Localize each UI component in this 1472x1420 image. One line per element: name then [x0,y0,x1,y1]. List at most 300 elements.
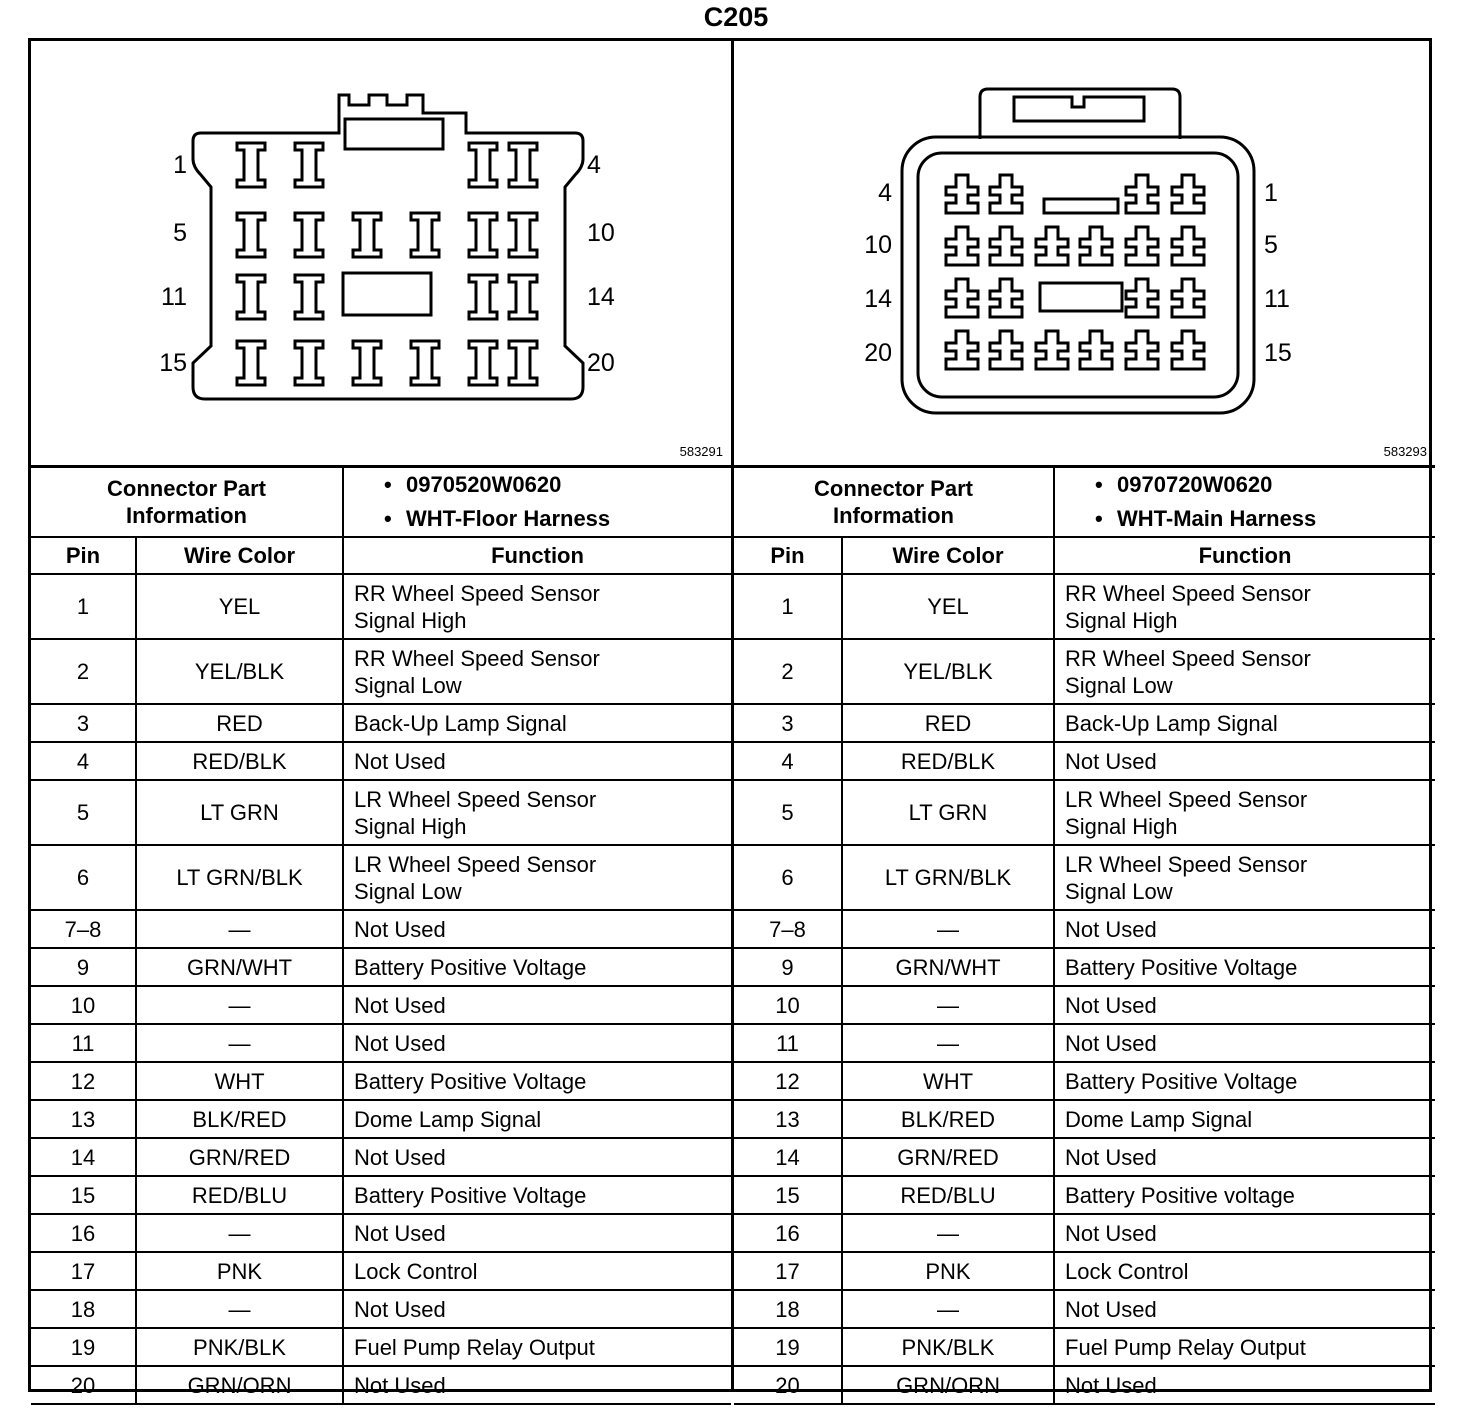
pin-function [1054,742,1435,780]
pin-row [734,1138,1435,1176]
pin-number: 9 [734,948,842,986]
function-line: Fuel Pump Relay Output [354,1334,595,1360]
connector-info-label [734,468,1054,537]
wire-color: — [136,986,343,1024]
pin-label: 4 [587,151,601,179]
pin-function [1054,1024,1435,1062]
pin-header: Pin [734,537,842,574]
terminal-cavity [946,227,978,265]
pin-function [1054,1328,1435,1366]
pin-row [734,574,1435,639]
pin-label: 15 [159,349,187,377]
part-number: 0970520W0620 [406,472,562,497]
pin-function [1054,845,1435,910]
function-line: LR Wheel Speed Sensor [354,786,597,812]
wire-color: RED/BLK [136,742,343,780]
wire-color: — [842,1024,1054,1062]
pin-function [343,1024,731,1062]
pin-label: 15 [1264,339,1292,367]
wire-color: RED/BLK [842,742,1054,780]
wire-color: LT GRN/BLK [136,845,343,910]
main-connector-key-slot [1044,199,1118,213]
pin-row [734,1290,1435,1328]
pin-row [734,704,1435,742]
connector-sheet [28,38,1432,1398]
pin-number: 7–8 [31,910,136,948]
wire-color: — [136,1290,343,1328]
pin-number: 17 [31,1252,136,1290]
terminal-cavity [353,341,381,385]
main-harness-panel [734,41,1435,1398]
pin-function [343,1176,731,1214]
terminal-cavity [1036,331,1068,369]
pin-number: 17 [734,1252,842,1290]
main-connector-latch [980,89,1180,139]
wire-color: LT GRN [842,780,1054,845]
pin-row [734,1252,1435,1290]
terminal-cavity [295,341,323,385]
pin-row [31,1062,731,1100]
terminal-cavity [509,275,537,319]
connector-title: C205 [703,2,769,32]
info-label-line: Connector Part [107,476,266,501]
terminal-cavity [946,279,978,317]
pin-number: 7–8 [734,910,842,948]
terminal-cavity [1036,227,1068,265]
function-line: RR Wheel Speed Sensor [1065,645,1311,671]
terminal-cavity [237,275,265,319]
terminal-cavity [295,143,323,187]
wire-color: RED [136,704,343,742]
bullet-icon: • [384,506,392,531]
function-line: Not Used [354,1372,446,1398]
pin-label: 10 [864,231,892,259]
pin-number: 16 [31,1214,136,1252]
terminal-cavity [469,275,497,319]
pin-row [734,1176,1435,1214]
terminal-cavity [469,213,497,257]
pin-row [734,1024,1435,1062]
harness-name: WHT-Main Harness [1117,506,1317,531]
pin-number: 14 [734,1138,842,1176]
pin-function [1054,639,1435,704]
pin-number: 2 [734,639,842,704]
function-line: Not Used [1065,1220,1157,1246]
pin-row [734,780,1435,845]
pin-function [1054,1100,1435,1138]
function-line: LR Wheel Speed Sensor [1065,786,1308,812]
pin-number: 14 [31,1138,136,1176]
terminal-cavity [1080,331,1112,369]
wire-color: BLK/RED [842,1100,1054,1138]
pin-number: 15 [734,1176,842,1214]
terminal-cavity [1126,331,1158,369]
pin-number: 19 [734,1328,842,1366]
terminal-cavity [411,341,439,385]
pin-number: 13 [734,1100,842,1138]
terminal-cavity [1126,279,1158,317]
pin-label: 11 [161,283,187,311]
wire-color: LT GRN/BLK [842,845,1054,910]
pin-number: 13 [31,1100,136,1138]
main-connector-latch-inner [1014,97,1144,121]
wire-color: GRN/RED [842,1138,1054,1176]
pin-number: 19 [31,1328,136,1366]
function-line: Dome Lamp Signal [1065,1106,1253,1132]
pin-function [1054,1252,1435,1290]
pin-number: 4 [734,742,842,780]
function-header: Function [1054,537,1435,574]
wire-color: PNK/BLK [136,1328,343,1366]
wire-color: RED/BLU [136,1176,343,1214]
pin-row [31,1328,731,1366]
pin-function [343,1062,731,1100]
pin-number: 10 [31,986,136,1024]
pin-row [31,780,731,845]
pin-row [31,1138,731,1176]
function-line: Not Used [1065,916,1157,942]
terminal-cavity [509,213,537,257]
pin-label: 14 [864,285,892,313]
function-line: Dome Lamp Signal [354,1106,542,1132]
wire-color-header: Wire Color [136,537,343,574]
pin-row [31,1252,731,1290]
pin-number: 4 [31,742,136,780]
pin-number: 1 [31,574,136,639]
connector-info-values [343,468,731,537]
main-connector-diagram [734,41,1435,468]
wire-color: PNK/BLK [842,1328,1054,1366]
floor-connector-key-slot [345,119,443,149]
function-line: Battery Positive Voltage [1065,954,1298,980]
pin-row [734,1062,1435,1100]
function-line: Battery Positive Voltage [354,954,587,980]
terminal-cavity [1126,175,1158,213]
function-line: RR Wheel Speed Sensor [354,645,600,671]
pin-number: 20 [734,1366,842,1404]
pin-number: 11 [734,1024,842,1062]
wire-color: GRN/WHT [136,948,343,986]
pin-number: 10 [734,986,842,1024]
terminal-cavity [1080,227,1112,265]
function-line: Battery Positive Voltage [354,1068,587,1094]
pin-number: 6 [31,845,136,910]
function-line: Not Used [354,1296,446,1322]
pin-function [1054,1138,1435,1176]
function-line: Not Used [1065,1296,1157,1322]
wire-color: — [136,1214,343,1252]
pin-row [734,986,1435,1024]
wire-color: GRN/ORN [136,1366,343,1404]
pin-label: 1 [1264,179,1278,207]
column-header-row [31,537,731,574]
terminal-cavity [237,341,265,385]
terminal-cavity [237,213,265,257]
main-connector-face-drawing [734,41,1434,465]
pin-row [31,948,731,986]
terminal-cavity [295,213,323,257]
wire-color: LT GRN [136,780,343,845]
pin-function [1054,1366,1435,1404]
figure-number: 583293 [1383,444,1427,459]
connector-info-row [31,468,731,537]
figure-number: 583291 [679,444,723,459]
floor-pinout-table [31,468,731,1405]
pin-number: 11 [31,1024,136,1062]
floor-connector-face-drawing [31,41,731,465]
function-line: Not Used [354,1220,446,1246]
floor-connector-outline [193,95,583,399]
function-line: Back-Up Lamp Signal [1065,710,1278,736]
pin-function [343,574,731,639]
pin-function [343,986,731,1024]
pin-number: 12 [31,1062,136,1100]
pin-function [343,742,731,780]
function-line: LR Wheel Speed Sensor [354,851,597,877]
pin-function [343,1138,731,1176]
function-line: Not Used [354,916,446,942]
main-pinout-table [734,468,1435,1405]
wire-color-header: Wire Color [842,537,1054,574]
pin-function [1054,986,1435,1024]
info-label-line: Information [833,503,954,528]
wire-color: YEL/BLK [842,639,1054,704]
pin-label: 14 [587,283,615,311]
pin-function [1054,948,1435,986]
pin-function [343,780,731,845]
wire-color: — [842,986,1054,1024]
function-line: Back-Up Lamp Signal [354,710,567,736]
pin-function [1054,574,1435,639]
bullet-icon: • [1095,506,1103,531]
pin-label: 20 [587,349,615,377]
wire-color: — [136,1024,343,1062]
pin-header: Pin [31,537,136,574]
pin-number: 16 [734,1214,842,1252]
terminal-cavity [509,143,537,187]
function-line: Fuel Pump Relay Output [1065,1334,1306,1360]
wire-color: GRN/RED [136,1138,343,1176]
function-line: Not Used [1065,1372,1157,1398]
terminal-cavity [990,331,1022,369]
terminal-cavity [1172,175,1204,213]
pin-row [31,704,731,742]
terminal-cavity [237,143,265,187]
harness-name: WHT-Floor Harness [406,506,611,531]
wire-color: GRN/WHT [842,948,1054,986]
pin-row [734,1328,1435,1366]
function-line: Not Used [1065,1030,1157,1056]
pin-function [343,1252,731,1290]
function-line: Battery Positive Voltage [1065,1068,1298,1094]
pin-number: 12 [734,1062,842,1100]
pin-label: 1 [173,151,187,179]
function-line: Not Used [354,748,446,774]
pin-label: 10 [587,219,615,247]
function-line: Signal Low [1065,878,1173,904]
connector-info-values [1054,468,1435,537]
pin-number: 2 [31,639,136,704]
pin-row [31,574,731,639]
pin-number: 5 [734,780,842,845]
function-line: Signal Low [354,672,462,698]
wire-color: WHT [842,1062,1054,1100]
terminal-cavity [353,213,381,257]
terminal-cavity [946,331,978,369]
wire-color: PNK [842,1252,1054,1290]
terminal-cavity [990,175,1022,213]
pin-function [343,1100,731,1138]
pin-function [343,704,731,742]
function-line: Signal High [1065,607,1178,633]
pin-row [31,1366,731,1404]
pin-row [734,742,1435,780]
function-line: LR Wheel Speed Sensor [1065,851,1308,877]
function-line: Signal High [354,607,467,633]
pin-row [734,948,1435,986]
function-line: Signal High [1065,813,1178,839]
function-line: Not Used [1065,1144,1157,1170]
wire-color: PNK [136,1252,343,1290]
function-line: Not Used [1065,748,1157,774]
terminal-cavity [295,275,323,319]
function-line: Not Used [354,1030,446,1056]
terminal-cavity [509,341,537,385]
pin-number: 3 [734,704,842,742]
function-line: RR Wheel Speed Sensor [354,580,600,606]
pin-function [343,1328,731,1366]
wire-color: YEL/BLK [136,639,343,704]
pin-label: 20 [864,339,892,367]
wire-color: GRN/ORN [842,1366,1054,1404]
floor-connector-blank [343,273,431,315]
floor-connector-diagram [31,41,731,468]
pin-function [1054,1176,1435,1214]
pin-row [734,845,1435,910]
pin-number: 6 [734,845,842,910]
wire-color: — [842,910,1054,948]
terminal-cavity [1172,227,1204,265]
function-header: Function [343,537,731,574]
pin-function [343,1214,731,1252]
pin-function [343,1290,731,1328]
function-line: Battery Positive Voltage [354,1182,587,1208]
pin-row [31,986,731,1024]
wire-color: WHT [136,1062,343,1100]
pin-function [1054,1290,1435,1328]
bullet-icon: • [384,472,392,497]
wire-color: RED [842,704,1054,742]
part-number: 0970720W0620 [1117,472,1273,497]
pin-function [343,845,731,910]
column-header-row [734,537,1435,574]
pin-label: 11 [1264,285,1290,313]
function-line: Signal High [354,813,467,839]
function-line: Not Used [354,1144,446,1170]
pin-label: 4 [878,179,892,207]
info-label-line: Information [126,503,247,528]
wire-color: — [842,1290,1054,1328]
pin-label: 5 [173,219,187,247]
main-connector-blank [1040,283,1122,311]
pin-function [1054,1062,1435,1100]
function-line: Lock Control [1065,1258,1189,1284]
terminal-cavity [946,175,978,213]
info-label-line: Connector Part [814,476,973,501]
pin-label: 5 [1264,231,1278,259]
pin-number: 18 [31,1290,136,1328]
pin-row [31,1214,731,1252]
wire-color: RED/BLU [842,1176,1054,1214]
floor-harness-panel [31,41,734,1398]
bullet-icon: • [1095,472,1103,497]
pin-function [1054,910,1435,948]
pin-function [343,948,731,986]
pin-row [31,1176,731,1214]
wire-color: BLK/RED [136,1100,343,1138]
terminal-cavity [1172,279,1204,317]
terminal-cavity [469,341,497,385]
function-line: Battery Positive voltage [1065,1182,1295,1208]
pin-function [1054,1214,1435,1252]
terminal-cavity [990,279,1022,317]
pin-function [343,639,731,704]
terminal-cavity [990,227,1022,265]
pin-row [734,1100,1435,1138]
pin-row [31,1100,731,1138]
pin-row [734,1214,1435,1252]
pin-row [31,742,731,780]
pin-function [343,910,731,948]
pin-row [31,845,731,910]
pin-row [31,910,731,948]
connector-info-label [31,468,343,537]
terminal-cavity [469,143,497,187]
pin-row [31,639,731,704]
wire-color: — [842,1214,1054,1252]
connector-info-row [734,468,1435,537]
function-line: RR Wheel Speed Sensor [1065,580,1311,606]
pin-number: 18 [734,1290,842,1328]
pin-number: 15 [31,1176,136,1214]
terminal-cavity [411,213,439,257]
terminal-cavity [1172,331,1204,369]
pin-number: 1 [734,574,842,639]
function-line: Lock Control [354,1258,478,1284]
pin-number: 5 [31,780,136,845]
pin-row [31,1290,731,1328]
pin-row [31,1024,731,1062]
pin-row [734,1366,1435,1404]
terminal-cavity [1126,227,1158,265]
pin-function [1054,780,1435,845]
pin-row [734,639,1435,704]
pin-row [734,910,1435,948]
function-line: Not Used [354,992,446,1018]
main-connector-inner-shell [918,153,1238,397]
function-line: Signal Low [354,878,462,904]
function-line: Signal Low [1065,672,1173,698]
pin-function [1054,704,1435,742]
function-line: Not Used [1065,992,1157,1018]
wire-color: YEL [842,574,1054,639]
pin-number: 9 [31,948,136,986]
pin-function [343,1366,731,1404]
pin-number: 20 [31,1366,136,1404]
pin-number: 3 [31,704,136,742]
wire-color: — [136,910,343,948]
wire-color: YEL [136,574,343,639]
